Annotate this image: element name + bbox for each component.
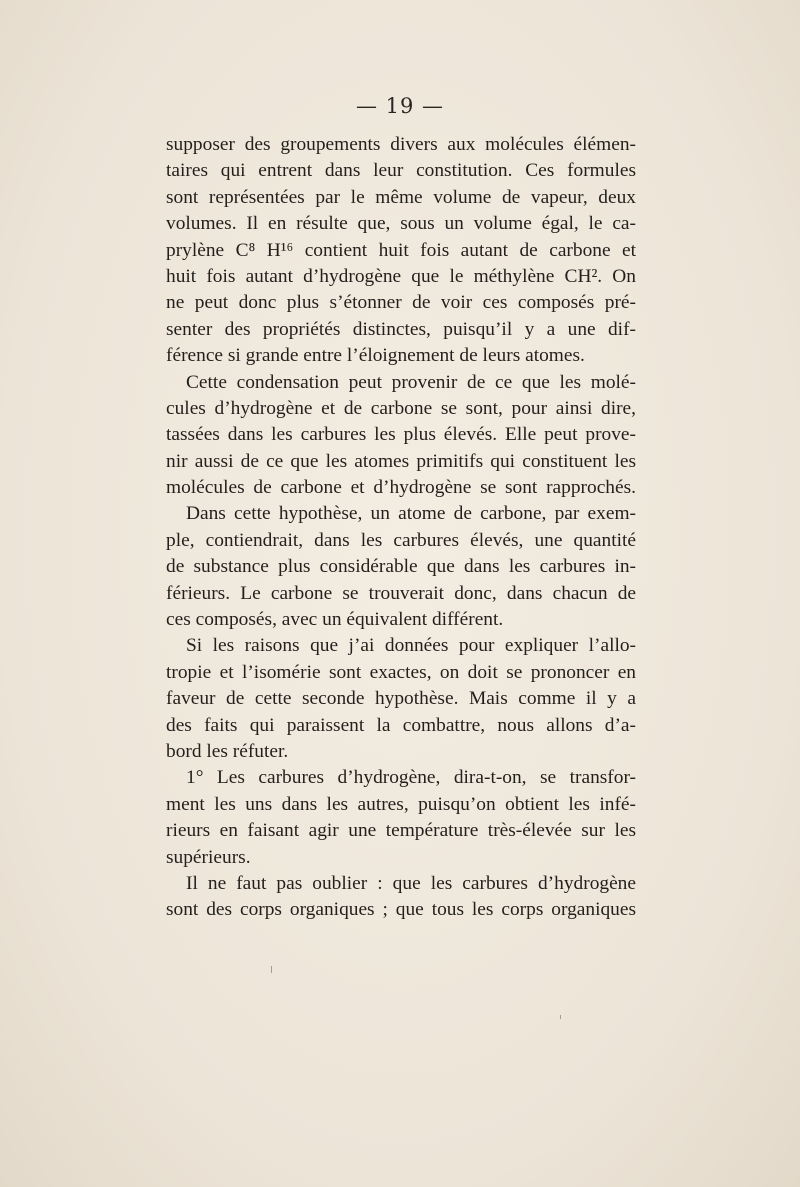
text-line: prylène C⁸ H¹⁶ contient huit fois autant de carbone et: [166, 239, 636, 261]
text-line: Cette condensation peut provenir de ce que les molé-: [186, 371, 636, 393]
text-line: sont des corps organiques ; que tous les corps organiques: [166, 899, 636, 921]
paragraph-6: [166, 871, 636, 924]
page-number: — 19 —: [355, 94, 445, 118]
paper-speck: [560, 1015, 561, 1019]
text-line: férieurs. Le carbone se trouverait donc, dans chacun de: [166, 582, 636, 604]
text-line: ple, contiendrait, dans les carbures élevés, une quantité: [166, 529, 636, 551]
text-line: taires qui entrent dans leur constitution. Ces formules: [166, 160, 636, 182]
paragraph-4: [166, 633, 636, 765]
text-line: nir aussi de ce que les atomes primitifs qui constituent les: [166, 450, 636, 472]
text-line: cules d’hydrogène et de carbone se sont, pour ainsi dire,: [166, 397, 636, 419]
paragraph-2: [166, 370, 636, 502]
text-line: ces composés, avec un équivalent différent.: [166, 609, 504, 631]
text-line: ne peut donc plus s’étonner de voir ces composés pré-: [166, 292, 636, 314]
paper-speck: [271, 966, 272, 973]
text-line: tassées dans les carbures les plus élevés. Elle peut prove-: [166, 424, 636, 446]
text-line: bord les réfuter.: [166, 740, 289, 762]
paragraph-5: [166, 765, 636, 871]
text-line: volumes. Il en résulte que, sous un volume égal, le ca-: [166, 213, 636, 235]
text-line: huit fois autant d’hydrogène que le méthylène CH². On: [166, 265, 636, 287]
text-line: Il ne faut pas oublier : que les carbures d’hydrogène: [186, 872, 636, 894]
text-line: supposer des groupements divers aux molécules élémen-: [166, 134, 636, 155]
text-line: de substance plus considérable que dans les carbures in-: [166, 556, 636, 578]
paragraph-1: [166, 132, 636, 370]
text-line: 1° Les carbures d’hydrogène, dira-t-on, se transfor-: [186, 767, 636, 789]
text-line: tropie et l’isomérie sont exactes, on doit se prononcer en: [166, 661, 636, 683]
text-line: molécules de carbone et d’hydrogène se sont rapprochés.: [166, 477, 636, 499]
text-line: Dans cette hypothèse, un atome de carbone, par exem-: [186, 503, 636, 525]
text-line: rieurs en faisant agir une température très-élevée sur les: [166, 820, 636, 842]
text-line: faveur de cette seconde hypothèse. Mais comme il y a: [166, 688, 636, 710]
text-line: ment les uns dans les autres, puisqu’on obtient les infé-: [166, 793, 636, 815]
text-line: férence si grande entre l’éloignement de leurs atomes.: [166, 345, 585, 367]
body-text: [166, 132, 636, 924]
paragraph-3: [166, 501, 636, 633]
text-line: senter des propriétés distinctes, puisqu’il y a une dif-: [166, 318, 636, 340]
text-line: supérieurs.: [166, 846, 251, 868]
text-line: Si les raisons que j’ai données pour expliquer l’allo-: [186, 635, 636, 657]
text-line: des faits qui paraissent la combattre, nous allons d’a-: [166, 714, 636, 736]
text-line: sont représentées par le même volume de vapeur, deux: [166, 186, 636, 208]
